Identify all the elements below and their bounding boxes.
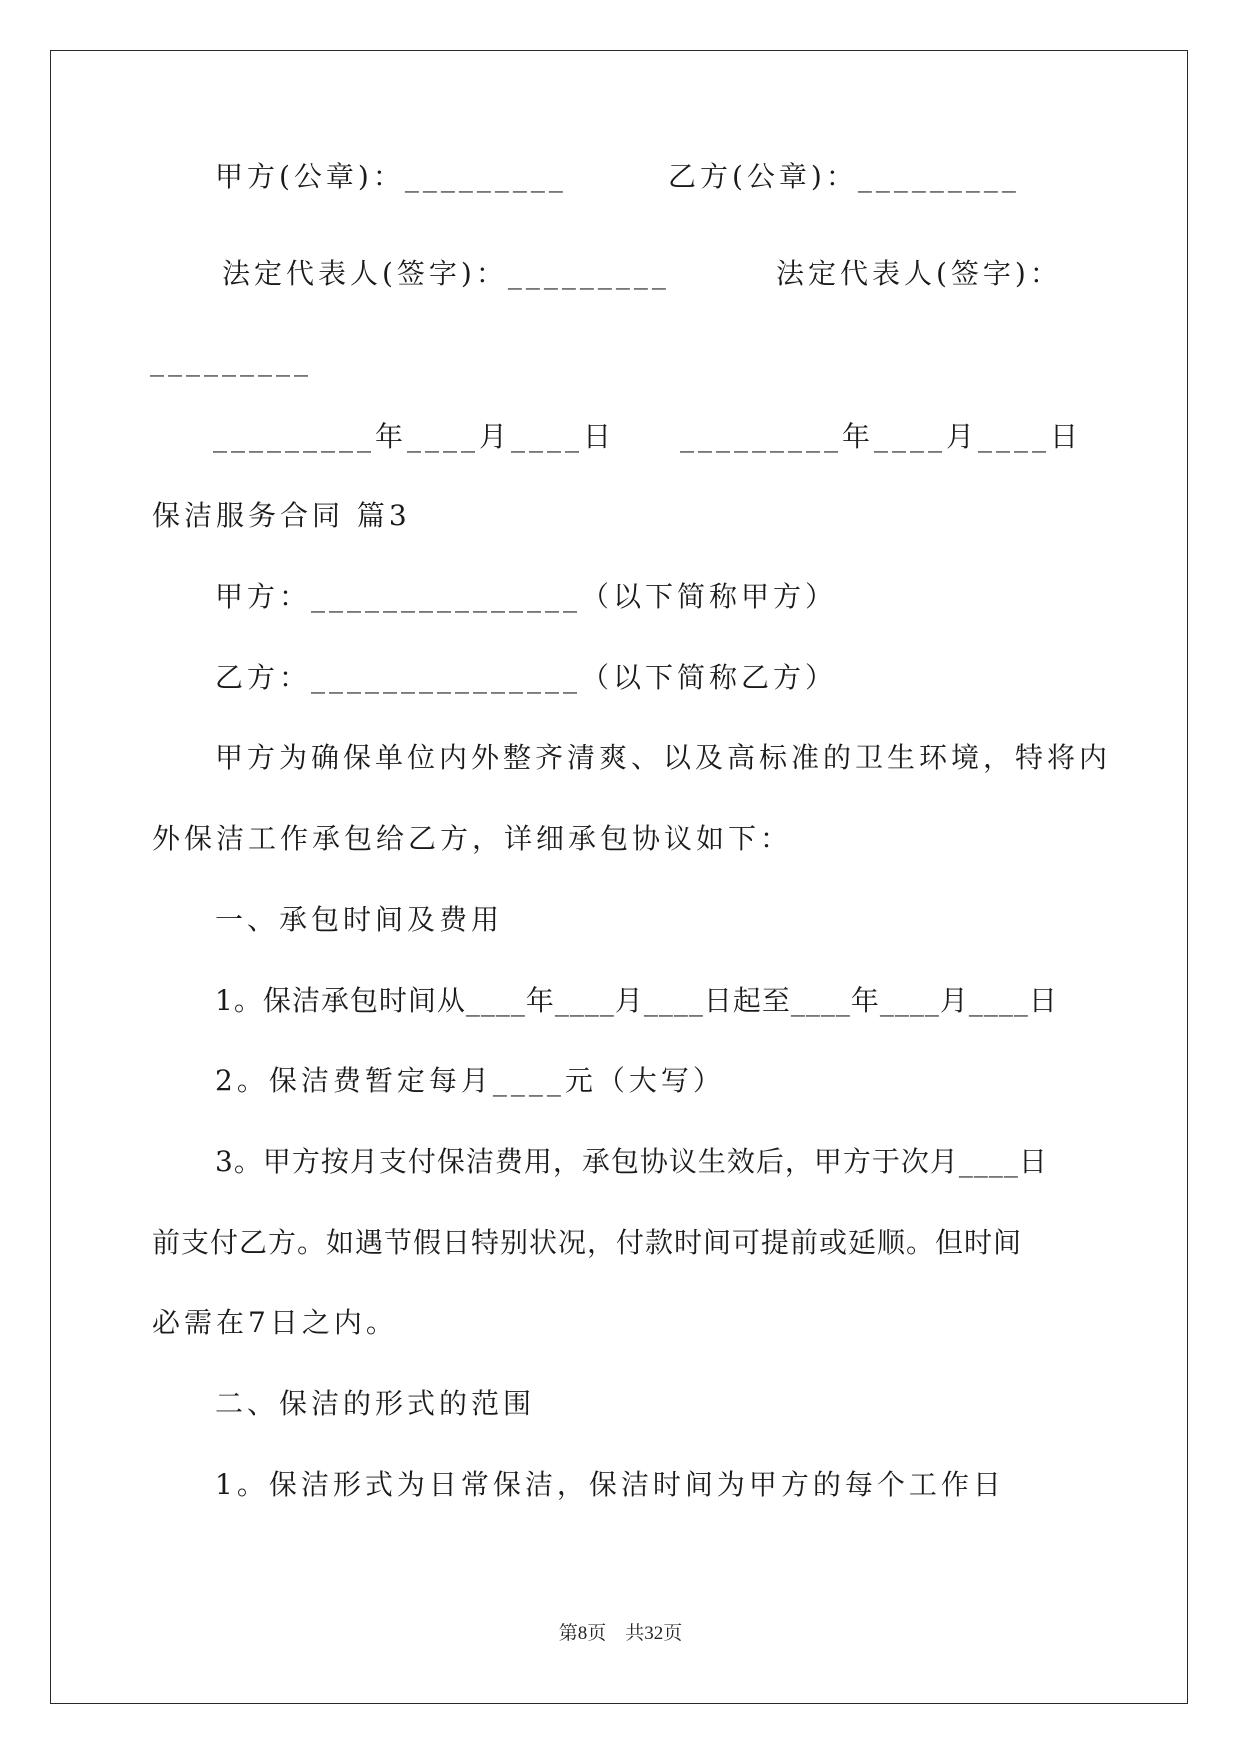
clause-1-3-line-1: 3。甲方按月支付保洁费用，承包协议生效后，甲方于次月____日 [215, 1145, 1048, 1178]
party-b-line: 乙方：_______________（以下简称乙方） [215, 661, 838, 694]
contract-title: 保洁服务合同 篇3 [152, 499, 411, 532]
section-1-heading: 一、承包时间及费用 [215, 903, 504, 936]
clause-2-1: 1。保洁形式为日常保洁，保洁时间为甲方的每个工作日 [215, 1468, 1005, 1501]
party-b-rep-blank: _________ [150, 344, 312, 377]
party-a-date-line: _________年____月____日 [213, 420, 616, 453]
section-2-heading: 二、保洁的形式的范围 [215, 1387, 536, 1420]
clause-1-3-line-3: 必需在7日之内。 [152, 1306, 398, 1339]
intro-paragraph-line-2: 外保洁工作承包给乙方，详细承包协议如下： [152, 822, 793, 855]
page-border [50, 50, 1188, 1704]
party-a-rep-line: 法定代表人(签字)：_________ [222, 257, 670, 290]
party-b-seal-line: 乙方(公章)：_________ [668, 160, 1020, 193]
clause-1-1: 1。保洁承包时间从____年____月____日起至____年____月____日 [215, 984, 1058, 1017]
party-a-seal-line: 甲方(公章)：_________ [215, 160, 567, 193]
page-number-footer: 第8页 共32页 [558, 1623, 683, 1644]
clause-1-2: 2。保洁费暂定每月____元（大写） [215, 1064, 725, 1097]
party-b-date-line: _________年____月____日 [680, 420, 1083, 453]
party-b-rep-line: 法定代表人(签字)： [776, 257, 1062, 290]
clause-1-3-line-2: 前支付乙方。如遇节假日特别状况，付款时间可提前或延顺。但时间 [152, 1226, 1023, 1259]
intro-paragraph-line-1: 甲方为确保单位内外整齐清爽、以及高标准的卫生环境，特将内 [215, 741, 1112, 774]
party-a-line: 甲方：_______________（以下简称甲方） [215, 580, 838, 613]
